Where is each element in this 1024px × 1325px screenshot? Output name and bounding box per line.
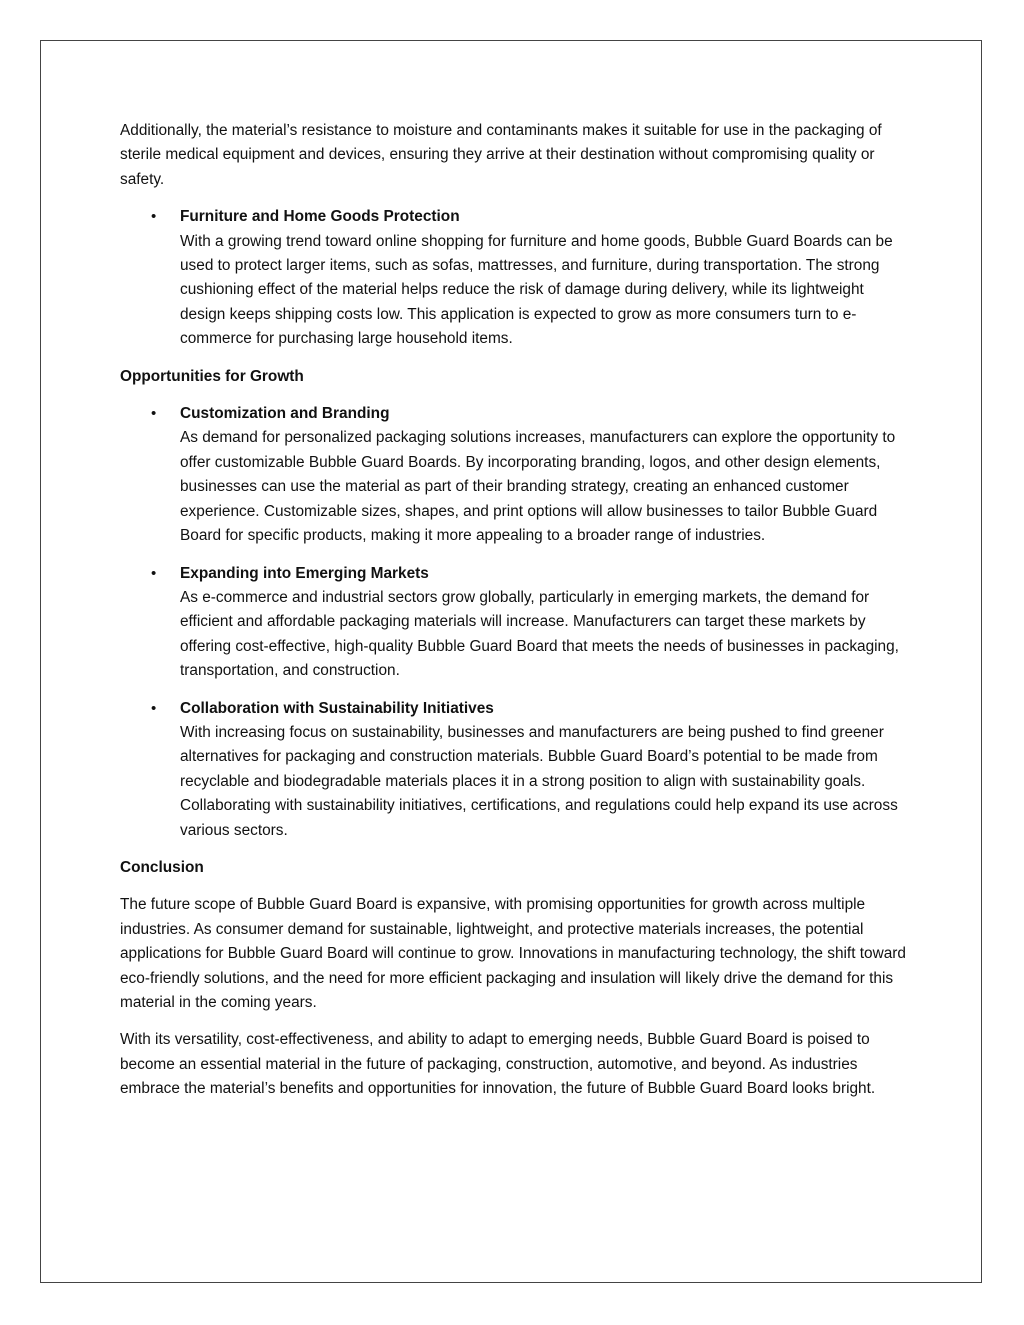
section-heading-conclusion: Conclusion [120, 858, 204, 876]
item-title: Customization and Branding [180, 405, 390, 423]
applications-list [120, 205, 910, 351]
section-heading-growth: Opportunities for Growth [120, 367, 304, 385]
list-item [120, 562, 910, 684]
item-title: Collaboration with Sustainability Initiatives [180, 699, 494, 717]
bullet-icon: • [151, 564, 157, 582]
bullet-icon: • [151, 699, 157, 717]
list-item [120, 402, 910, 548]
growth-list [120, 402, 910, 843]
item-body: As e-commerce and industrial sectors grow globally, particularly in emerging markets, the demand for efficient and affordable packaging materials will increase. Manufacturers can target these markets by offering cost-effective, high-quality Bubble Guard Board that meets the needs of businesses in packaging, transportation, and construction. [180, 588, 899, 680]
document-content [120, 119, 910, 1115]
item-title: Expanding into Emerging Markets [180, 564, 429, 582]
conclusion-paragraph: The future scope of Bubble Guard Board is expansive, with promising opportunities for growth across multiple industries. As consumer demand for sustainable, lightweight, and protective materials increases, the potential applications for Bubble Guard Board will continue to grow. Innovations in manufacturing technology, the shift toward eco-friendly solutions, and the need for more efficient packaging and insulation will likely drive the demand for this material in the coming years. [120, 896, 906, 1011]
item-title: Furniture and Home Goods Protection [180, 208, 460, 226]
list-item [120, 697, 910, 843]
conclusion-paragraph: With its versatility, cost-effectiveness, and ability to adapt to emerging needs, Bubble Guard Board is poised to become an essential material in the future of packaging, construction, automotive, and beyond. As industries embrace the material’s benefits and opportunities for innovation, the future of Bubble Guard Board looks bright. [120, 1031, 876, 1098]
item-body: With a growing trend toward online shopping for furniture and home goods, Bubble Guard Boards can be used to protect larger items, such as sofas, mattresses, and furniture, during transportation. The strong cushioning effect of the material helps reduce the risk of damage during delivery, while its lightweight design keeps shipping costs low. This application is expected to grow as more consumers turn to e-commerce for purchasing large household items. [180, 232, 893, 348]
list-item [120, 205, 910, 351]
bullet-icon: • [151, 405, 157, 423]
bullet-icon: • [151, 208, 157, 226]
item-body: With increasing focus on sustainability, businesses and manufacturers are being pushed to find greener alternatives for packaging and construction materials. Bubble Guard Board’s potential to be made from recyclable and biodegradable materials places it in a strong position to align with sustainability goals. Collaborating with sustainability initiatives, certifications, and regulations could help expand its use across various sectors. [180, 723, 898, 839]
item-body: As demand for personalized packaging solutions increases, manufacturers can explore the opportunity to offer customizable Bubble Guard Boards. By incorporating branding, logos, and other design elements, businesses can use the material as part of their branding strategy, creating an enhanced customer experience. Customizable sizes, shapes, and print options will allow businesses to tailor Bubble Guard Board for specific products, making it more appealing to a broader range of industries. [180, 429, 896, 545]
intro-paragraph: Additionally, the material’s resistance to moisture and contaminants makes it suitable for use in the packaging of sterile medical equipment and devices, ensuring they arrive at their destination without compromising quality or safety. [120, 122, 882, 188]
